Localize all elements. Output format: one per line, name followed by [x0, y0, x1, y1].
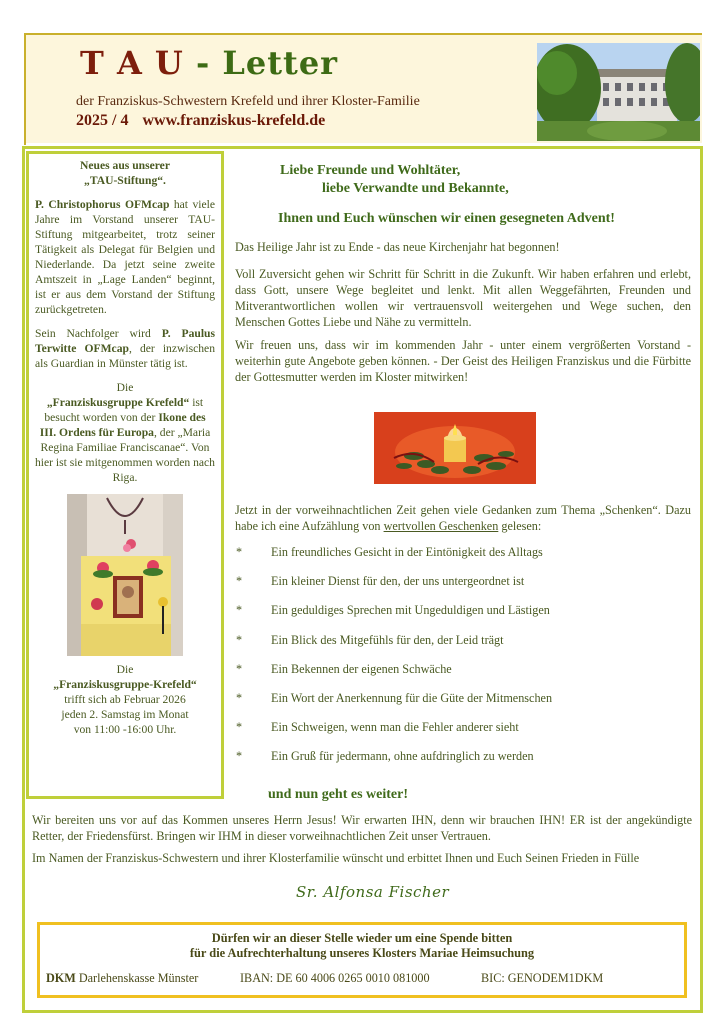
- gift-text: Ein Wort der Anerkennung für die Güte der Mitmenschen: [271, 690, 553, 705]
- gift-text: Ein Blick des Mitgefühls für den, der Leid trägt: [271, 632, 504, 647]
- letter-paragraph-3: Wir freuen uns, dass wir im kommenden Jahr - unter einem vergrößerten Vorstand - weiterhin gute Angebote geben können. - Der Geist des Heiligen Franziskus und die Fürbitte der Gottesmutter werden im Kloster mitwirken!: [235, 338, 691, 384]
- bank-abbreviation: DKM: [46, 971, 76, 985]
- sidebar-paragraph-1: [35, 197, 215, 317]
- sidebar-paragraph-3: [35, 380, 215, 485]
- meeting-group-name: „Franziskusgruppe-Krefeld“: [53, 678, 197, 691]
- bic: BIC: GENODEM1DKM: [481, 971, 604, 985]
- bank-name: [46, 971, 198, 986]
- group-name: „Franziskusgruppe Krefeld“: [46, 396, 190, 409]
- donation-request-line2: für die Aufrechterhaltung unseres Klosters Mariae Heimsuchung: [189, 946, 535, 960]
- newsletter-subtitle: der Franziskus-Schwestern Krefeld und ihrer Kloster-Familie: [76, 94, 420, 109]
- gift-text: Ein Gruß für jedermann, ohne aufdringlich zu werden: [271, 749, 534, 764]
- meeting-intro: Die: [116, 663, 134, 676]
- closing-paragraph: Wir bereiten uns vor auf das Kommen unseres Herrn Jesus! Wir erwarten IHN, denn wir brauchen IHN! ER ist der angekündigte Retter, der Friedensfürst. Bringen wir IHM in dieser vorweihnachtlichen Zeit unser Vertrauen.: [32, 813, 692, 843]
- meeting-start: trifft sich ab Februar 2026: [64, 693, 186, 706]
- advent-candle-image: [374, 412, 536, 484]
- bullet-icon: *: [236, 632, 243, 647]
- header-top-rule: [26, 33, 702, 35]
- gift-item: [236, 545, 686, 574]
- meeting-schedule: jeden 2. Samstag im Monat: [61, 708, 189, 721]
- website-link[interactable]: www.franziskus-krefeld.de: [142, 112, 326, 129]
- gift-item: [236, 633, 686, 662]
- issue-line: [76, 112, 325, 130]
- signature: Sr. Alfonsa Fischer: [296, 883, 450, 901]
- gift-item: [236, 691, 686, 720]
- blessing-paragraph: Im Namen der Franziskus-Schwestern und ihrer Klosterfamilie wünscht und erbittet Ihnen und Euch Seinen Frieden in Fülle: [32, 851, 640, 865]
- bullet-icon: *: [236, 749, 243, 764]
- sidebar-paragraph-4: [35, 662, 215, 737]
- gift-text: Ein Schweigen, wenn man die Fehler anderer sieht: [271, 720, 519, 735]
- sidebar-heading-line1: Neues aus unserer: [80, 159, 170, 172]
- gift-item: [236, 749, 686, 778]
- bank-full-name: Darlehenskasse Münster: [75, 971, 199, 985]
- group-visit-text: ist besucht worden von der: [44, 396, 204, 424]
- meeting-time: von 11:00 -16:00 Uhr.: [73, 723, 177, 736]
- gift-item: [236, 603, 686, 632]
- bullet-icon: *: [236, 574, 243, 589]
- valuable-gifts-text: wertvollen Geschenken: [383, 519, 499, 533]
- iban: IBAN: DE 60 4006 0265 0010 081000: [240, 971, 430, 985]
- christophorus-text: hat viele Jahre im Vorstand unserer TAU-Stiftung mitgearbeitet, trotz seiner Tätigkeit als Delegat für Belgien und Niederlande. Da jetzt seine zweite Amtszeit in „Lage Landen“ beginnt, ist er aus dem Vorstand der Stiftung zurückgetreten.: [35, 198, 215, 316]
- gift-item: [236, 574, 686, 603]
- paulus-text: , der inzwischen als Guardian in Münster tätig ist.: [35, 342, 215, 370]
- sidebar-heading-line2: „TAU-Stiftung“.: [84, 174, 166, 187]
- gifts-intro: Jetzt in der vorweihnachtlichen Zeit gehen viele Gedanken zum Thema „Schenken“. Dazu habe ich eine Aufzählung von: [235, 503, 691, 533]
- gifts-list: [236, 545, 686, 779]
- title-separator: -: [183, 44, 223, 82]
- icon-text: , der „Maria Regina Familiae Franciscanae“. Von hier ist sie mitgenommen worden nach Riga.: [35, 426, 215, 484]
- title-letter: Letter: [222, 44, 339, 82]
- gift-item: [236, 662, 686, 691]
- sidebar-heading: [35, 158, 215, 188]
- letter-paragraph-4: [235, 502, 691, 534]
- icon-name: Ikone des III. Ordens für Europa: [39, 411, 206, 439]
- header-left-rule: [24, 33, 26, 145]
- bullet-icon: *: [236, 603, 243, 618]
- gift-text: Ein freundliches Gesicht in der Eintönigkeit des Alltags: [271, 545, 543, 559]
- bullet-icon: *: [236, 720, 243, 735]
- advent-wish: Ihnen und Euch wünschen wir einen gesegneten Advent!: [278, 211, 615, 226]
- gift-text: Ein Bekennen der eigenen Schwäche: [271, 661, 452, 676]
- letter-paragraph-1: Das Heilige Jahr ist zu Ende - das neue Kirchenjahr hat begonnen!: [235, 240, 560, 254]
- successor-intro: Sein Nachfolger wird: [35, 327, 162, 340]
- issue-number: 2025 / 4: [76, 112, 129, 129]
- sidebar-paragraph-2: [35, 326, 215, 371]
- group-intro: Die: [116, 381, 134, 394]
- paulus-name: P. Paulus Terwitte OFMcap: [35, 327, 216, 355]
- sidebar-news: [26, 151, 224, 799]
- gift-text: Ein geduldiges Sprechen mit Ungeduldigen und Lästigen: [271, 603, 550, 618]
- bullet-icon: *: [236, 690, 243, 705]
- bullet-icon: *: [236, 545, 243, 559]
- gift-item: [236, 720, 686, 749]
- gifts-intro-end: gelesen:: [498, 519, 542, 533]
- greeting-line-2: liebe Verwandte und Bekannte,: [322, 181, 509, 196]
- convent-photo: [537, 43, 700, 141]
- letter-paragraph-2: Voll Zuversicht gehen wir Schritt für Schritt in die Zukunft. Wir haben erfahren und erlebt, dass Gott, unsere Wege begleitet und lenkt. Mit allen Weggefährten, Freunden und Mitverantwortlichen wollen wir vertrauensvoll weitergehen und Wege suchen, den Menschen Gottes Liebe und Nähe zu vermitteln.: [235, 267, 691, 329]
- continue-heading: und nun geht es weiter!: [268, 787, 409, 802]
- title-tau: T A U: [80, 44, 184, 82]
- greeting-line-1: Liebe Freunde und Wohltäter,: [280, 163, 461, 178]
- donation-box: [37, 922, 687, 998]
- gift-text: Ein kleiner Dienst für den, der uns untergeordnet ist: [271, 574, 525, 589]
- donation-request-line1: Dürfen wir an dieser Stelle wieder um eine Spende bitten: [211, 931, 513, 945]
- altar-photo: [67, 494, 183, 656]
- newsletter-title: [80, 44, 338, 82]
- christophorus-name: P. Christophorus OFMcap: [35, 198, 170, 211]
- bullet-icon: *: [236, 661, 243, 676]
